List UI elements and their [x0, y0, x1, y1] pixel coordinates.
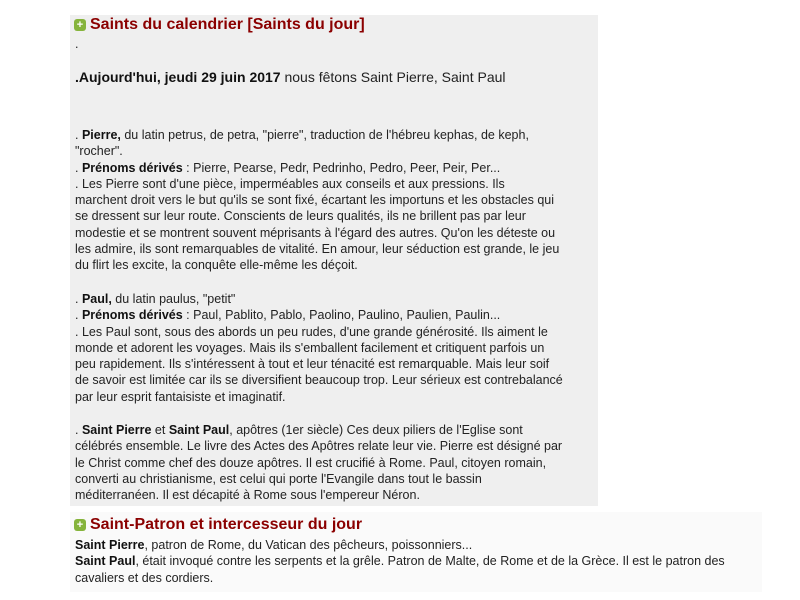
pierre-desc-line: du flirt les excite, la conquête elle-même les déçoit.: [75, 258, 358, 273]
pierre-etymology: [75, 127, 559, 143]
saint-pierre-name: Saint Pierre: [81, 423, 152, 437]
saint-paul-name: Saint Paul: [168, 423, 230, 437]
patron-pierre-text: , patron de Rome, du Vatican des pêcheurs, poissonniers...: [144, 538, 473, 552]
bullet-dot: .: [75, 423, 82, 437]
expand-plus-icon[interactable]: +: [74, 19, 86, 31]
today-saints: nous fêtons Saint Pierre, Saint Paul: [280, 69, 506, 85]
paul-desc-line: . Les Paul sont, sous des abords un peu rudes, d'une grande générosité. Ils aiment le: [75, 324, 548, 339]
pierre-desc-line: marchent droit vers le but qu'ils se sont fixé, écartant les importuns et les obstacles qui: [75, 193, 555, 208]
pierre-desc-line: se dressent sur leur route. Conscients de leurs qualités, ils ne brillent pas par leur: [75, 209, 526, 224]
paul-desc-line: monde et adorent les voyages. Mais ils s'emballent facilement et critiquent parfois un: [75, 340, 545, 355]
section-title: Saints du calendrier [Saints du jour]: [90, 16, 365, 33]
pierre-etymology-cont: "rocher".: [75, 144, 123, 159]
apostles-text: , apôtres (1er siècle) Ces deux piliers de l'Eglise sont: [229, 423, 523, 437]
paul-desc-line: peu rapidement. Ils s'intéressent à tout et leur ténacité est remarquable. Mais leur soif: [75, 357, 550, 372]
paul-desc-line: par leur esprit fantaisiste et imaginatif.: [75, 389, 286, 404]
conjunction: et: [151, 423, 169, 437]
pierre-name: Pierre,: [81, 128, 121, 142]
apostles-line: converti au christianisme, est celui qui porte l'Evangile dans tout le bassin: [75, 471, 482, 486]
patron-text: [75, 537, 725, 586]
derived-label: Prénoms dérivés: [81, 160, 183, 175]
today-line: [75, 69, 506, 85]
pierre-paragraph: [75, 127, 559, 274]
pierre-desc-line: modestie et se montrent souvent méprisants à l'égard des autres. Qu'on les déteste ou: [75, 225, 556, 240]
bullet-dot: .: [75, 292, 82, 306]
saint-pierre-name: Saint Pierre: [75, 538, 145, 552]
bullet-dot: .: [75, 160, 82, 175]
apostles-paragraph: [75, 422, 562, 503]
patron-header: [74, 516, 362, 534]
section-title: Saint-Patron et intercesseur du jour: [90, 516, 363, 533]
paul-etymology: [75, 291, 563, 307]
paul-etymology-text: du latin paulus, "petit": [111, 292, 236, 306]
patron-pierre: [75, 537, 725, 553]
derived-list: : Paul, Pablito, Pablo, Paolino, Paulino, Paulien, Paulin...: [182, 308, 501, 323]
dot-separator: .: [75, 37, 79, 51]
derived-list: : Pierre, Pearse, Pedr, Pedrinho, Pedro, Peer, Peir, Per...: [182, 160, 501, 175]
patron-paul-text: , était invoqué contre les serpents et la grêle. Patron de Malte, de Rome et de la Grèce. Il est le patron des: [135, 554, 725, 569]
patron-paul-cont: cavaliers et des cordiers.: [75, 570, 214, 585]
paul-desc-line: de savoir est limitée car ils se diversifient beaucoup trop. Leur sérieux est contrebalancé: [75, 373, 563, 388]
apostles-line: célébrés ensemble. Le livre des Actes des Apôtres relate leur vie. Pierre est désigné par: [75, 439, 563, 454]
patron-paul: [75, 553, 725, 569]
saints-calendar-header: [74, 16, 365, 34]
bullet-dot: .: [75, 308, 82, 323]
paul-derived: [75, 307, 563, 323]
apostles-line: le Christ comme chef des douze apôtres. Il est crucifié à Rome. Paul, citoyen romain,: [75, 455, 547, 470]
pierre-derived: [75, 160, 559, 176]
paul-paragraph: [75, 291, 563, 405]
pierre-etymology-text: du latin petrus, de petra, "pierre", traduction de l'hébreu kephas, de keph,: [120, 128, 529, 142]
pierre-desc-line: . Les Pierre sont d'une pièce, imperméables aux conseils et aux pressions. Ils: [75, 176, 505, 191]
bullet-dot: .: [75, 128, 82, 142]
paul-name: Paul,: [81, 292, 112, 306]
today-date: .Aujourd'hui, jeudi 29 juin 2017: [75, 69, 281, 85]
saint-paul-name: Saint Paul: [75, 554, 136, 569]
expand-plus-icon[interactable]: +: [74, 519, 86, 531]
apostles-line: méditerranéen. Il est décapité à Rome sous l'empereur Néron.: [75, 488, 420, 503]
pierre-desc-line: les admire, ils sont remarquables de vitalité. En amour, leur séduction est grande, le jeu: [75, 242, 560, 257]
apostles-first-line: [75, 422, 562, 438]
derived-label: Prénoms dérivés: [81, 308, 183, 323]
